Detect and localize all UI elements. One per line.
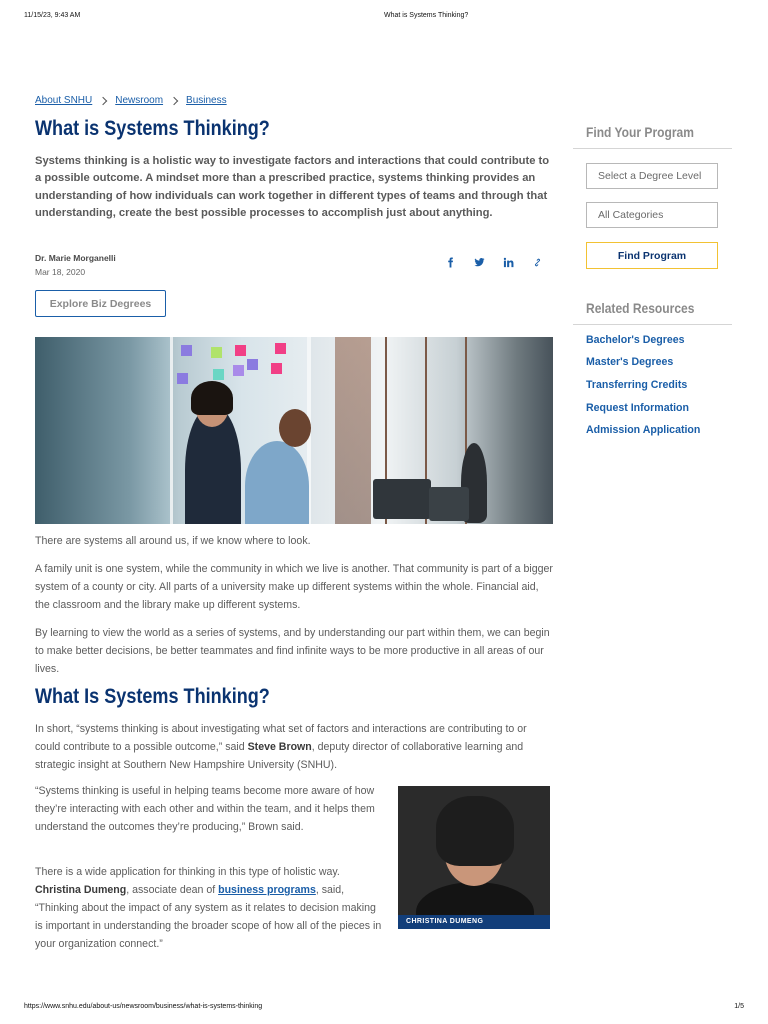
link-icon[interactable] (530, 255, 545, 269)
paragraph-text: There is a wide application for thinking in this type of holistic way. (35, 866, 340, 878)
article-intro: Systems thinking is a holistic way to investigate factors and interactions that could contribute to a possible outcome. A mindset more than a prescribed practice, systems thinking provides an understanding of how individuals can work together in different types of teams and through that understanding, create the best possible processes to accomplish just about anything. (35, 155, 550, 220)
breadcrumb-newsroom[interactable]: Newsroom (115, 95, 164, 106)
chevron-right-icon (99, 96, 107, 104)
link-bachelors-degrees[interactable]: Bachelor's Degrees (586, 334, 685, 346)
print-url: https://www.snhu.edu/about-us/newsroom/business/what-is-systems-thinking (24, 1003, 263, 1010)
portrait-image (398, 786, 550, 929)
related-resources-title: Related Resources (586, 300, 695, 316)
paragraph-text: , deputy director of collaborative learning and strategic insight at Southern New Hampshire University (SNHU). (35, 741, 524, 771)
article-paragraph-5: “Systems thinking is useful in helping teams become more aware of how they’re interacting with each other and within the team, and it helps them understand the outcomes they’re producing,” Brown said. (35, 785, 375, 833)
hero-image (35, 337, 553, 524)
explore-biz-degrees-button[interactable]: Explore Biz Degrees (35, 290, 166, 317)
link-transferring-credits[interactable]: Transferring Credits (586, 379, 688, 391)
print-timestamp: 11/15/23, 9:43 AM (24, 12, 81, 19)
twitter-icon[interactable] (472, 255, 487, 269)
linkedin-icon[interactable] (501, 255, 516, 269)
article-paragraph-3: By learning to view the world as a series of systems, and by understanding our part within them, we can begin to make better decisions, be better teammates and find infinite ways to be more productive in all areas of our lives. (35, 627, 550, 675)
find-program-button[interactable]: Find Program (586, 242, 718, 269)
print-footer (24, 1003, 744, 1013)
paragraph-text: In short, “systems thinking is about investigating what set of factors and interactions are contributing to or could contribute to a possible outcome,” said (35, 723, 527, 753)
link-admission-application[interactable]: Admission Application (586, 424, 701, 436)
hero-wall (35, 337, 170, 524)
print-header (24, 12, 744, 22)
link-request-information[interactable]: Request Information (586, 402, 689, 414)
print-page-number: 1/5 (734, 1003, 744, 1010)
article-paragraph-2: A family unit is one system, while the community in which we live is another. That community is part of a bigger system of a county or city. All parts of a university make up different systems within the whole. Financial aid, the classroom and the library make up different systems. (35, 563, 553, 611)
find-program-title: Find Your Program (586, 124, 694, 140)
link-masters-degrees[interactable]: Master's Degrees (586, 356, 674, 368)
paragraph-text: , associate dean of (126, 884, 219, 896)
category-select[interactable]: All Categories (586, 202, 718, 228)
article-paragraph-4 (35, 720, 553, 774)
article-paragraph-6 (35, 863, 385, 953)
divider (573, 324, 732, 325)
portrait-caption: CHRISTINA DUMENG (398, 915, 550, 929)
chevron-right-icon (170, 96, 178, 104)
print-page-title: What is Systems Thinking? (384, 12, 469, 19)
article-paragraph-1: There are systems all around us, if we know where to look. (35, 535, 311, 547)
article-date: Mar 18, 2020 (35, 267, 86, 277)
degree-level-select[interactable]: Select a Degree Level (586, 163, 718, 189)
paragraph-text: , said, “Thinking about the impact of any system as it relates to decision making is important in understanding the broader scope of how all of the pieces in your organization connect.” (35, 884, 382, 950)
page-title: What is Systems Thinking? (35, 117, 270, 140)
breadcrumb (35, 95, 227, 106)
breadcrumb-business[interactable]: Business (186, 95, 227, 106)
divider (573, 148, 732, 149)
facebook-icon[interactable] (443, 255, 458, 269)
article-author: Dr. Marie Morganelli (35, 253, 116, 263)
business-programs-link[interactable]: business programs (218, 884, 316, 896)
person-name: Christina Dumeng (35, 884, 127, 896)
share-bar (443, 255, 545, 269)
section-heading: What Is Systems Thinking? (35, 685, 270, 708)
breadcrumb-about-snhu[interactable]: About SNHU (35, 95, 93, 106)
person-name: Steve Brown (247, 741, 312, 753)
